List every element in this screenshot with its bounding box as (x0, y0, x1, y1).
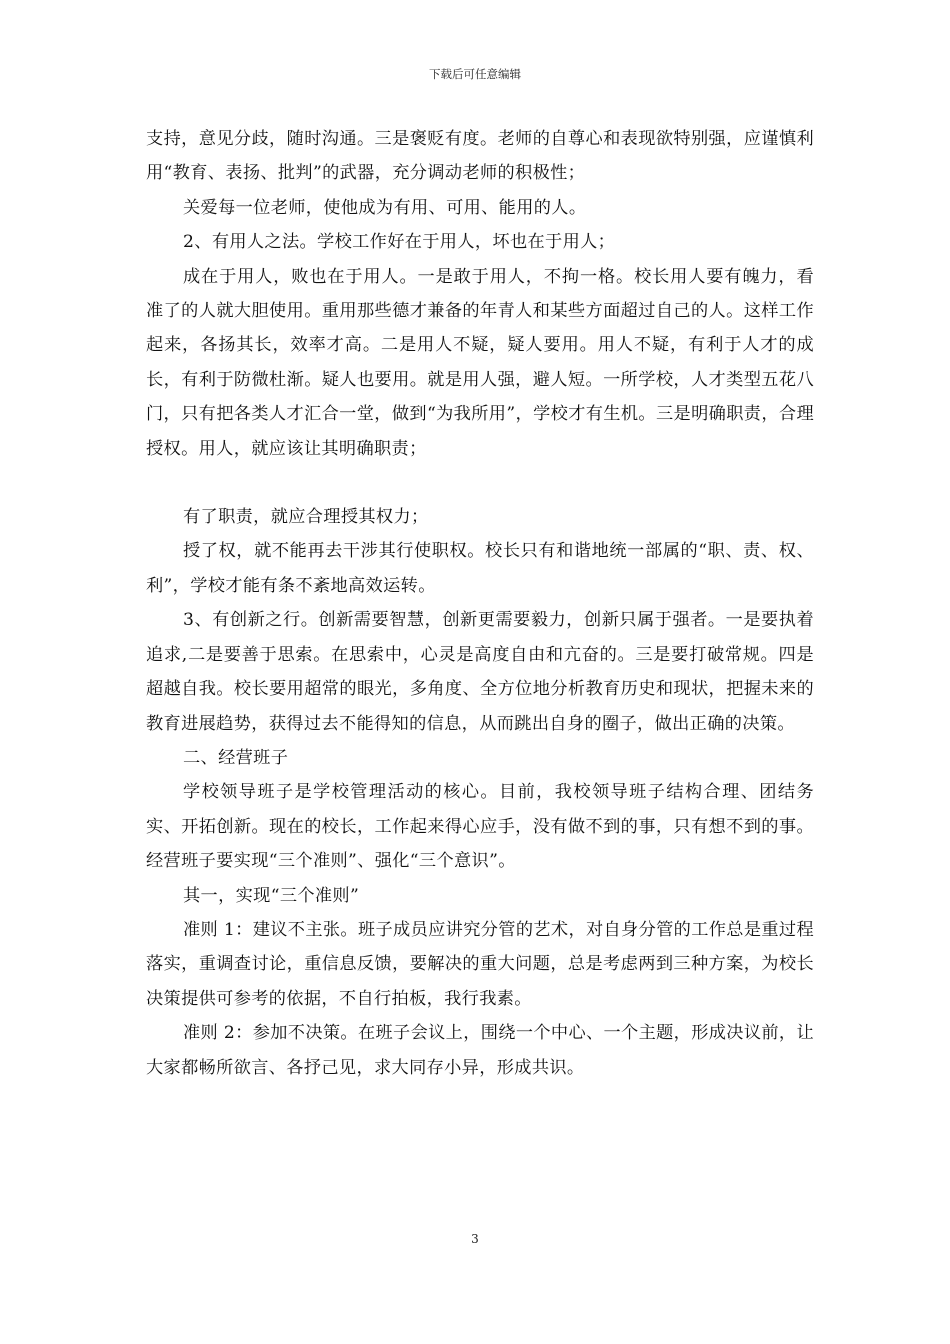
paragraph: 支持，意见分歧，随时沟通。三是褒贬有度。老师的自尊心和表现欲特别强，应谨慎利用“教育、表扬、批判”的武器，充分调动老师的积极性； (146, 129, 814, 184)
paragraph: 授了权，就不能再去干涉其行使职权。校长只有和谐地统一部属的“职、责、权、利”，学校才能有条不紊地高效运转。 (146, 541, 814, 596)
paragraph: 学校领导班子是学校管理活动的核心。目前，我校领导班子结构合理、团结务实、开拓创新。现在的校长，工作起来得心应手，没有做不到的事，只有想不到的事。经营班子要实现“三个准则”、强化“三个意识”。 (146, 782, 814, 872)
page-number: 3 (471, 1232, 479, 1246)
paragraph: 3、有创新之行。创新需要智慧，创新更需要毅力，创新只属于强者。一是要执着追求,二是要善于思索。在思索中，心灵是高度自由和亢奋的。三是要打破常规。四是超越自我。校长要用超常的眼光，多角度、全方位地分析教育历史和现状，把握未来的教育进展趋势，获得过去不能得知的信息，从而跳出自身的圈子，做出正确的决策。 (146, 610, 814, 734)
paragraph: 2、有用人之法。学校工作好在于用人，坏也在于用人； (183, 232, 616, 253)
paragraph: 关爱每一位老师，使他成为有用、可用、能用的人。 (183, 197, 587, 218)
paragraph: 准则 1：建议不主张。班子成员应讲究分管的艺术，对自身分管的工作总是重过程落实，重调查讨论，重信息反馈，要解决的重大问题，总是考虑两到三种方案，为校长决策提供可参考的依据，不自行拍板，我行我素。 (146, 919, 814, 1009)
section-heading: 二、经营班子 (183, 747, 289, 768)
paragraph: 成在于用人，败也在于用人。一是敢于用人，不拘一格。校长用人要有魄力，看准了的人就大胆使用。重用那些德才兼备的年青人和某些方面超过自己的人。这样工作起来，各扬其长，效率才高。二是用人不疑，疑人要用。用人不疑，有利于人才的成长，有利于防微杜渐。疑人也要用。就是用人强，避人短。一所学校，人才类型五花八门，只有把各类人才汇合一堂，做到“为我所用”，学校才有生机。三是明确职责，合理授权。用人，就应该让其明确职责； (146, 266, 814, 459)
subheading: 其一，实现“三个准则” (183, 885, 360, 906)
paragraph: 准则 2：参加不决策。在班子会议上，围绕一个中心、一个主题，形成决议前，让大家都畅所欲言、各抒己见，求大同存小异，形成共识。 (146, 1023, 814, 1078)
page-header: 下载后可任意编辑 (429, 67, 521, 81)
paragraph: 有了职责，就应合理授其权力； (183, 507, 429, 528)
document-body (146, 122, 814, 1085)
